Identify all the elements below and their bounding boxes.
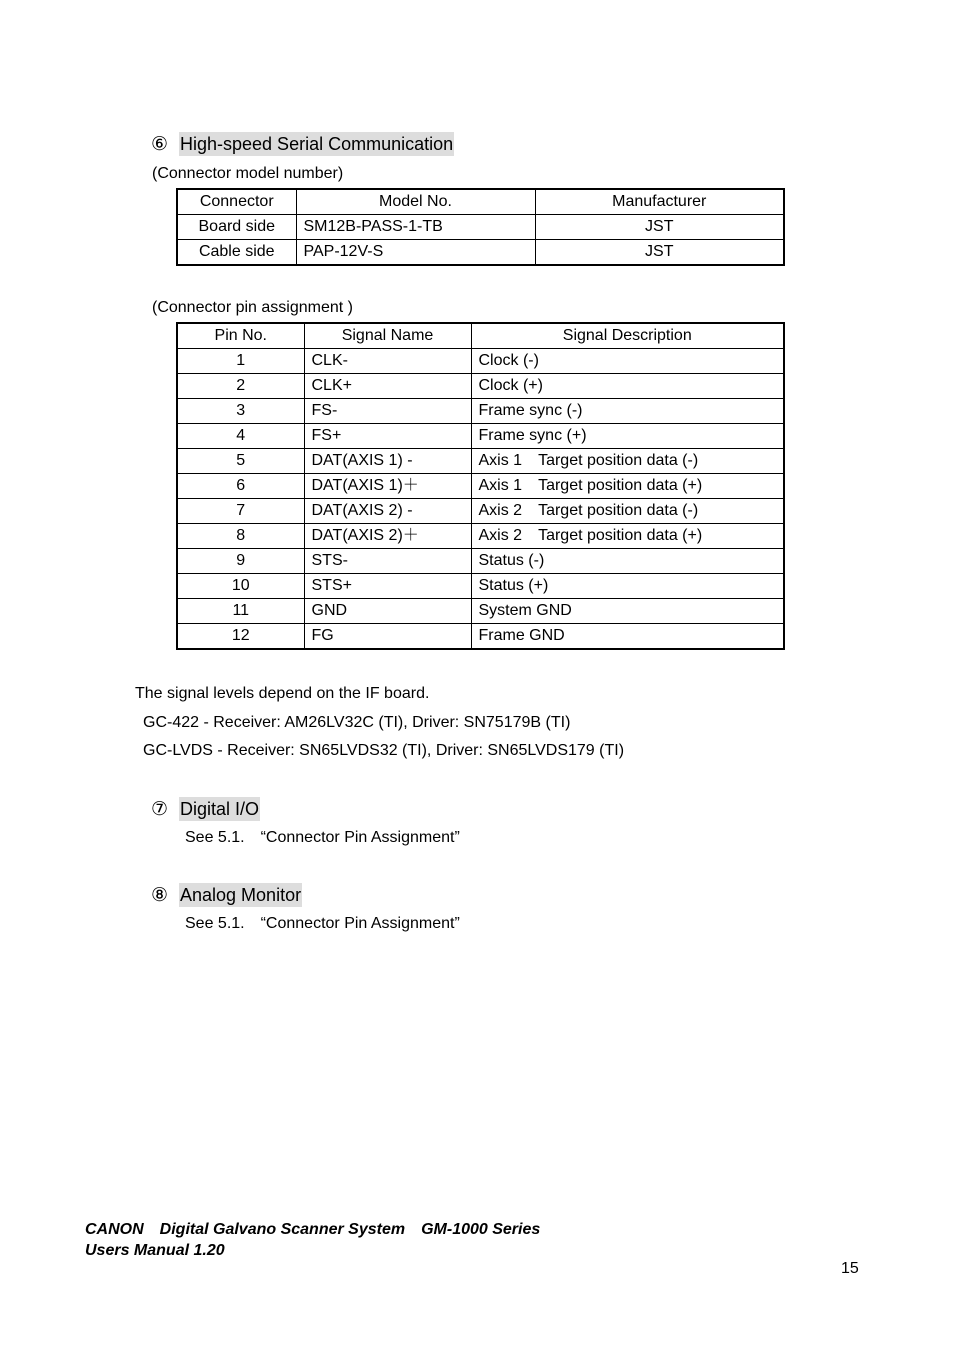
gclvds-note: GC-LVDS - Receiver: SN65LVDS32 (TI), Driver: SN65LVDS179 (TI) (143, 742, 625, 759)
connector-model-table (176, 188, 785, 266)
signal-name: DAT(AXIS 2)＋ (304, 524, 471, 549)
signal-description: Clock (-) (471, 349, 784, 374)
signal-description: Axis 1 Target position data (+) (471, 474, 784, 499)
signal-description: Frame sync (-) (471, 399, 784, 424)
footer-product-line: CANON Digital Galvano Scanner System GM-1000 Series (85, 1221, 541, 1238)
signal-name: DAT(AXIS 1) - (304, 449, 471, 474)
signal-name: FS+ (304, 424, 471, 449)
gc422-note: GC-422 - Receiver: AM26LV32C (TI), Driver: SN75179B (TI) (143, 714, 571, 731)
table-header-cell: Manufacturer (535, 189, 784, 215)
signal-description: Status (-) (471, 549, 784, 574)
table-cell: JST (535, 215, 784, 240)
signal-name: GND (304, 599, 471, 624)
table-row (177, 524, 784, 549)
signal-description: System GND (471, 599, 784, 624)
pin-number: 12 (177, 624, 304, 650)
pin-number: 4 (177, 424, 304, 449)
section-title: High-speed Serial Communication (180, 134, 454, 154)
pin-number: 8 (177, 524, 304, 549)
connector-model-caption: (Connector model number) (152, 165, 344, 182)
signal-name: DAT(AXIS 2) - (304, 499, 471, 524)
table-cell: Board side (177, 215, 296, 240)
section-heading-digital-io (151, 797, 260, 821)
signal-description: Frame GND (471, 624, 784, 650)
table-row (177, 424, 784, 449)
pin-number: 10 (177, 574, 304, 599)
table-cell: JST (535, 240, 784, 266)
signal-name: STS+ (304, 574, 471, 599)
signal-level-note: The signal levels depend on the IF board. (135, 685, 430, 702)
pin-number: 11 (177, 599, 304, 624)
signal-name: STS- (304, 549, 471, 574)
signal-description: Axis 1 Target position data (-) (471, 449, 784, 474)
table-header-cell: Signal Name (304, 323, 471, 349)
section-number: ⑧ (151, 884, 169, 906)
pin-number: 3 (177, 399, 304, 424)
table-cell: PAP-12V-S (296, 240, 535, 266)
section-number: ⑥ (151, 133, 169, 155)
digital-io-reference: See 5.1. “Connector Pin Assignment” (185, 829, 460, 846)
signal-description: Frame sync (+) (471, 424, 784, 449)
pin-assignment-caption: (Connector pin assignment ) (152, 299, 353, 316)
table-header-row (177, 323, 784, 349)
pin-number: 5 (177, 449, 304, 474)
table-row (177, 374, 784, 399)
pin-number: 1 (177, 349, 304, 374)
signal-name: FG (304, 624, 471, 650)
pin-number: 2 (177, 374, 304, 399)
pin-number: 6 (177, 474, 304, 499)
table-row (177, 624, 784, 650)
section-title: Digital I/O (180, 799, 260, 819)
table-header-cell: Pin No. (177, 323, 304, 349)
table-header-cell: Connector (177, 189, 296, 215)
table-row (177, 499, 784, 524)
signal-description: Axis 2 Target position data (-) (471, 499, 784, 524)
table-row (177, 474, 784, 499)
table-cell: Cable side (177, 240, 296, 266)
pin-number: 9 (177, 549, 304, 574)
table-row (177, 574, 784, 599)
signal-name: CLK+ (304, 374, 471, 399)
table-row (177, 399, 784, 424)
signal-description: Clock (+) (471, 374, 784, 399)
section-heading-analog-monitor (151, 883, 302, 907)
signal-name: FS- (304, 399, 471, 424)
section-number: ⑦ (151, 798, 169, 820)
table-row (177, 240, 784, 266)
table-cell: SM12B-PASS-1-TB (296, 215, 535, 240)
footer-manual-version: Users Manual 1.20 (85, 1242, 225, 1259)
table-header-cell: Signal Description (471, 323, 784, 349)
signal-name: DAT(AXIS 1)＋ (304, 474, 471, 499)
table-row (177, 449, 784, 474)
table-header-row (177, 189, 784, 215)
pin-assignment-table (176, 322, 785, 650)
pin-number: 7 (177, 499, 304, 524)
signal-description: Status (+) (471, 574, 784, 599)
table-row (177, 599, 784, 624)
table-header-cell: Model No. (296, 189, 535, 215)
table-row (177, 549, 784, 574)
page-number: 15 (841, 1260, 859, 1277)
section-heading-serial (151, 132, 454, 156)
table-row (177, 215, 784, 240)
analog-monitor-reference: See 5.1. “Connector Pin Assignment” (185, 915, 460, 932)
signal-description: Axis 2 Target position data (+) (471, 524, 784, 549)
section-title: Analog Monitor (180, 885, 302, 905)
signal-name: CLK- (304, 349, 471, 374)
table-row (177, 349, 784, 374)
